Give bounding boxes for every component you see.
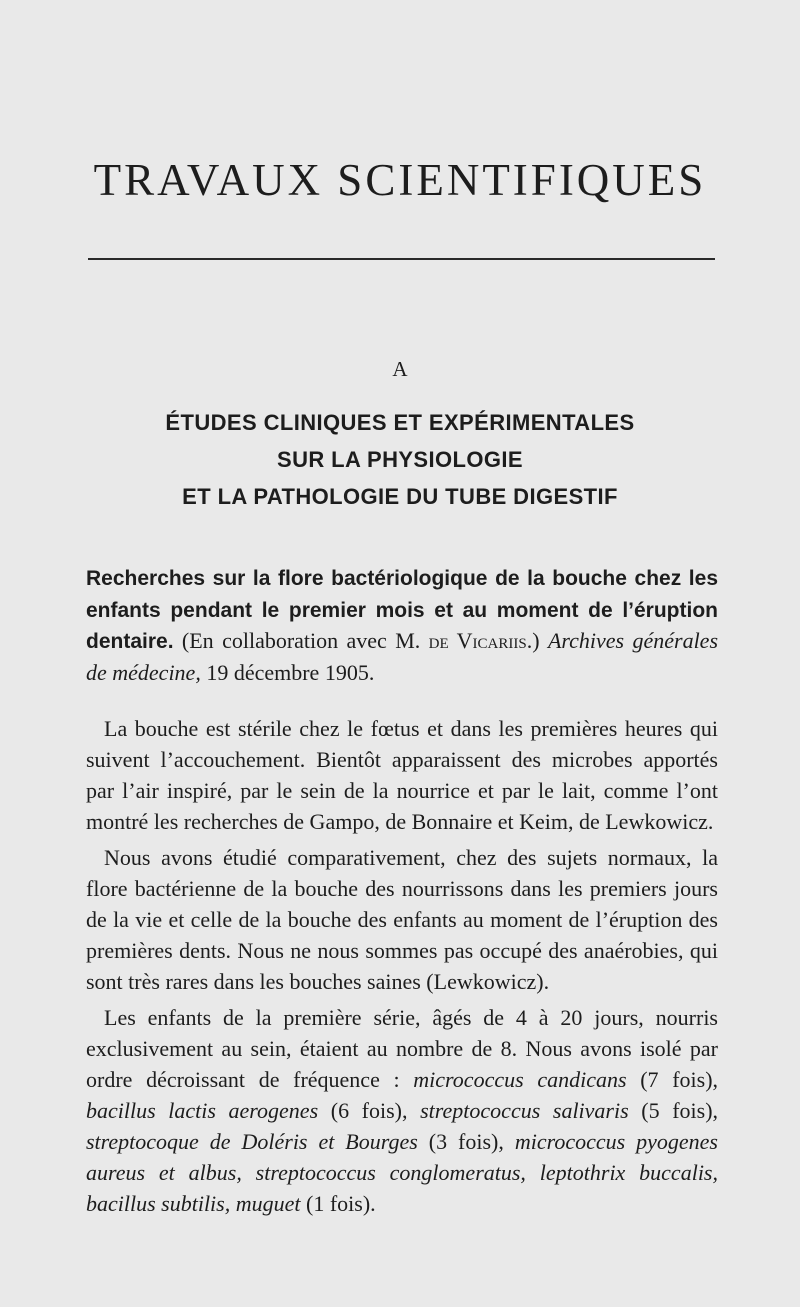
organism-count: (5 fois), xyxy=(641,1098,719,1123)
organism-count: (3 fois), xyxy=(428,1129,504,1154)
organism-count: (7 fois), xyxy=(640,1067,719,1092)
paragraph xyxy=(86,1002,718,1219)
organism-name: micrococcus candicans xyxy=(413,1067,627,1092)
organism-count: (1 fois). xyxy=(306,1191,376,1216)
paragraph: La bouche est stérile chez le fœtus et dans les premières heures qui suivent l’accouchement. Bientôt apparaissent des microbes apportés par l’air inspiré, par le sein de la nourrice et par le lait, comme l’ont montré les recherches de Gampo, de Bonnaire et Keim, de Lewkowicz. xyxy=(86,716,718,834)
organism-name: micrococcus pyogenes aureus et albus, streptococcus conglomeratus, leptothrix buccalis, bacillus subtilis, muguet xyxy=(86,1129,718,1216)
organism-count: (6 fois), xyxy=(330,1098,408,1123)
section-heading-line: ET LA PATHOLOGIE DU TUBE DIGESTIF xyxy=(182,484,618,509)
section-letter: A xyxy=(392,357,408,381)
section-heading-line: SUR LA PHYSIOLOGIE xyxy=(277,447,523,472)
organism-name: streptocoque de Doléris et Bourges xyxy=(86,1129,418,1154)
paragraph: Nous avons étudié comparativement, chez des sujets normaux, la flore bactérienne de la bouche des nourrissons dans les premiers jours de la vie et celle de la bouche des enfants au moment de l’éruption des premières dents. Nous ne nous sommes pas occupé des anaérobies, qui sont très rares dans les bouches saines (Lewkowicz). xyxy=(86,845,718,994)
collaborator-name: de Vicariis. xyxy=(428,628,533,653)
organism-name: streptococcus salivaris xyxy=(420,1098,629,1123)
journal-name: Archives générales de médecine, xyxy=(86,628,719,685)
collaboration-prefix: (En collaboration avec M. xyxy=(181,628,421,653)
entry-collaboration xyxy=(182,628,540,653)
section-heading xyxy=(80,404,720,515)
publication-date: 19 décembre 1905. xyxy=(206,659,375,685)
title-divider xyxy=(88,258,715,260)
page-title: TRAVAUX SCIENTIFIQUES xyxy=(93,155,707,205)
bibliography-entry xyxy=(86,563,718,688)
entry-title: Recherches sur la flore bactériologique de la bouche chez les enfants pendant le premier mois et au moment de l’éruption dentaire. xyxy=(86,567,718,653)
section-heading-line: ÉTUDES CLINIQUES ET EXPÉRIMENTALES xyxy=(165,410,635,435)
paragraph-intro: Les enfants de la première série, âgés de 4 à 20 jours, nourris exclusivement au sein, étaient au nombre de 8. Nous avons isolé par ordre décroissant de fréquence : xyxy=(86,1005,718,1092)
collaboration-suffix: ) xyxy=(532,628,540,653)
body-text xyxy=(86,713,718,1224)
organism-name: bacillus lactis aerogenes xyxy=(86,1098,319,1123)
